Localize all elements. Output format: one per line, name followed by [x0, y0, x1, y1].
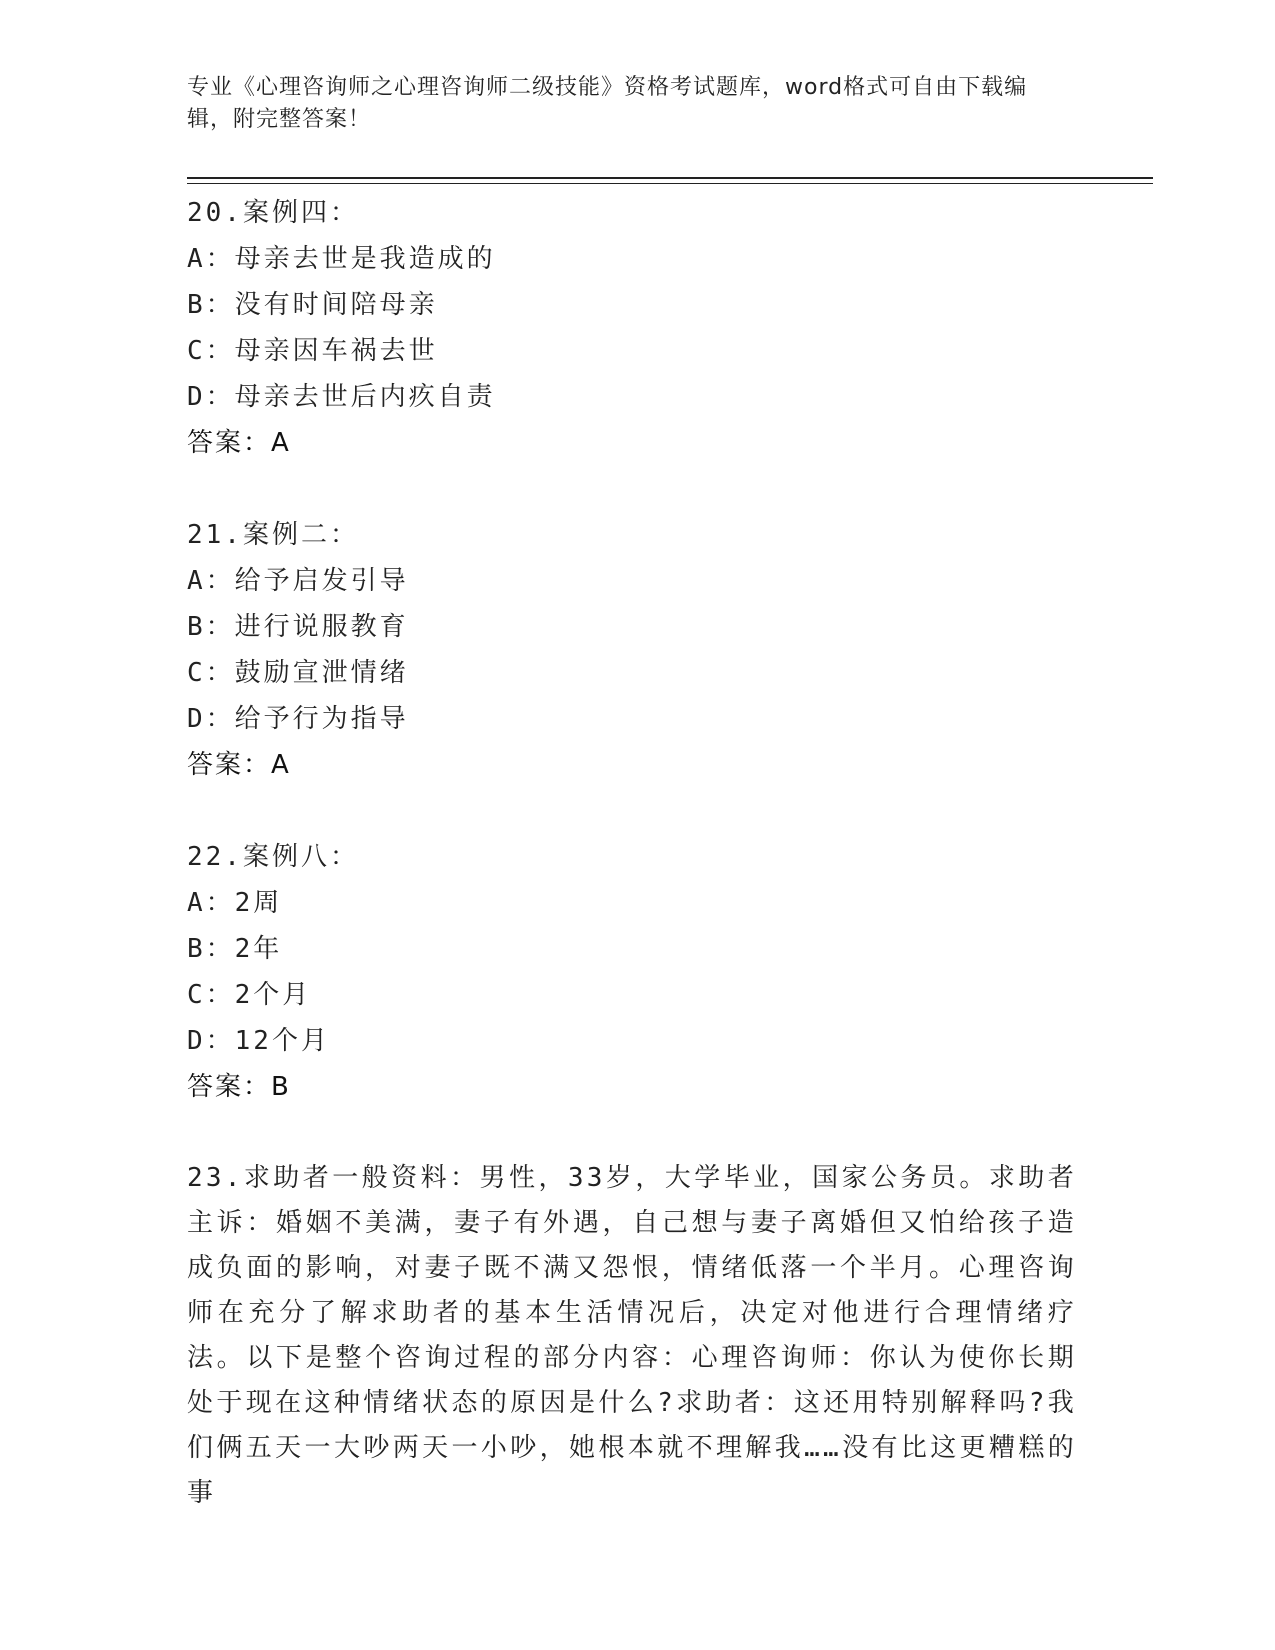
option-c: C：鼓励宣泄情绪 [187, 658, 409, 688]
question-22 [187, 834, 1087, 1110]
option-b: B：没有时间陪母亲 [187, 290, 438, 320]
option-c: C：2个月 [187, 980, 312, 1010]
question-list [187, 190, 1087, 1516]
question-23-paragraph: 23.求助者一般资料：男性，33岁，大学毕业，国家公务员。求助者主诉：婚姻不美满，妻子有外遇，自己想与妻子离婚但又怕给孩子造成负面的影响，对妻子既不满又怨恨，情绪低落一个半月。心理咨询师在充分了解求助者的基本生活情况后，决定对他进行合理情绪疗法。以下是整个咨询过程的部分内容：心理咨询师：你认为使你长期处于现在这种情绪状态的原因是什么?求助者：这还用特别解释吗?我们俩五天一大吵两天一小吵，她根本就不理解我……没有比这更糟糕的事 [187, 1163, 1077, 1508]
header-divider [187, 177, 1153, 179]
option-d: D：母亲去世后内疚自责 [187, 382, 496, 412]
question-stem: 21.案例二： [187, 520, 359, 550]
option-b: B：进行说服教育 [187, 612, 409, 642]
question-21 [187, 512, 1087, 788]
option-d: D：给予行为指导 [187, 704, 409, 734]
option-a: A：母亲去世是我造成的 [187, 244, 496, 274]
option-a: A：给予启发引导 [187, 566, 409, 596]
question-20 [187, 190, 1087, 466]
option-a: A：2周 [187, 888, 283, 918]
document-header: 专业《心理咨询师之心理咨询师二级技能》资格考试题库，word格式可自由下载编辑，附完整答案！ [187, 75, 1028, 132]
question-stem: 22.案例八： [187, 842, 359, 872]
option-d: D：12个月 [187, 1026, 330, 1056]
header-divider-thin [187, 183, 1153, 184]
answer-line: 答案：A [187, 750, 291, 780]
answer-line: 答案：B [187, 1072, 291, 1102]
option-b: B：2年 [187, 934, 283, 964]
question-stem: 20.案例四： [187, 198, 359, 228]
answer-line: 答案：A [187, 428, 291, 458]
option-c: C：母亲因车祸去世 [187, 336, 438, 366]
